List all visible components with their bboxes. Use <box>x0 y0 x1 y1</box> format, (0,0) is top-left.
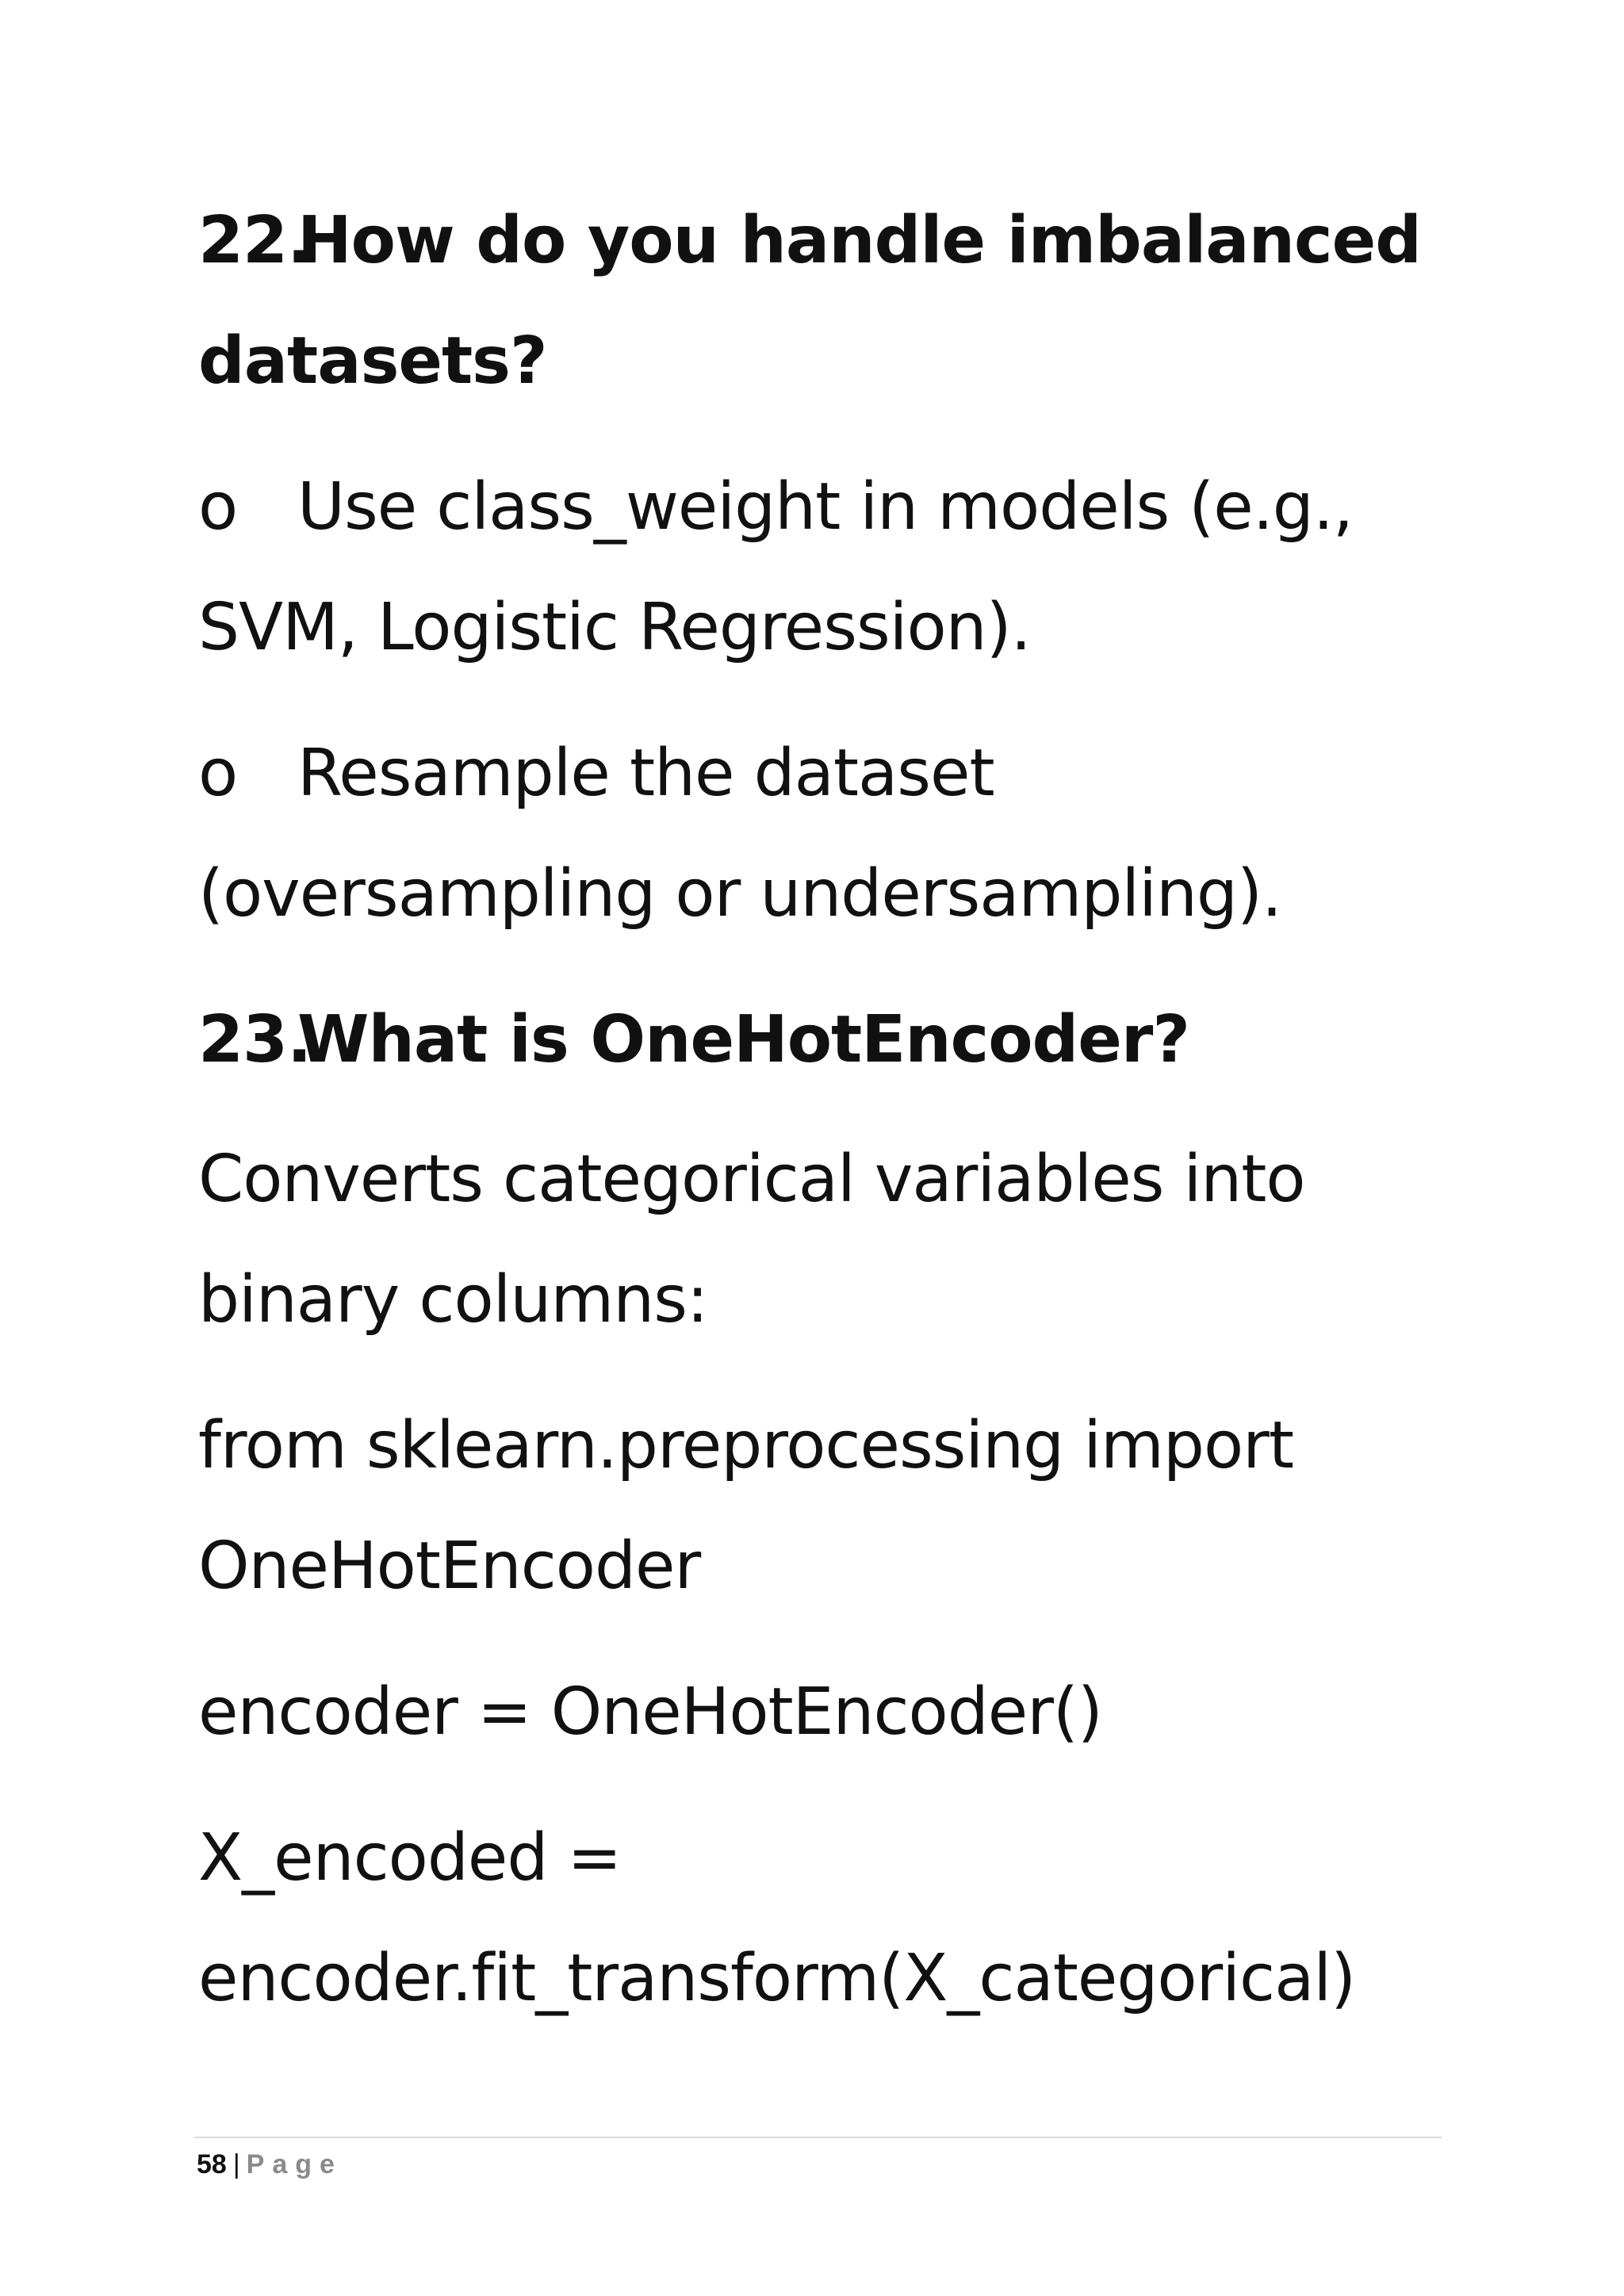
code-line-1 <box>198 1406 1293 1486</box>
question-22-title-line1: How do you handle imbalanced <box>297 203 1421 278</box>
question-22-heading-cont <box>198 322 547 401</box>
bullet-2-line2: (oversampling or undersampling). <box>198 856 1282 932</box>
question-23-description <box>198 1140 1305 1219</box>
question-23-description-cont <box>198 1261 708 1340</box>
bullet-1-marker: o <box>198 469 238 545</box>
code-line-4 <box>198 1819 621 1898</box>
question-22-title-line2: datasets? <box>198 323 547 399</box>
question-23-title: What is OneHotEncoder? <box>297 1002 1189 1077</box>
code-line-2-text: OneHotEncoder <box>198 1529 701 1604</box>
question-22-heading <box>198 201 1421 281</box>
question-23-number: 23. <box>198 1002 312 1077</box>
bullet-1-line1: Use class_weight in models (e.g., <box>297 469 1353 545</box>
code-line-2 <box>198 1527 700 1606</box>
bullet-2-marker: o <box>198 736 238 811</box>
code-line-4-text: X_encoded = <box>198 1820 622 1896</box>
bullet-2-line1: Resample the dataset <box>297 736 994 811</box>
footer-divider <box>194 2137 1442 2138</box>
code-line-3-text: encoder = OneHotEncoder() <box>198 1674 1102 1750</box>
bullet-2 <box>198 734 994 813</box>
bullet-1-cont <box>198 588 1031 668</box>
page-footer <box>197 2145 343 2184</box>
question-23-heading <box>198 1001 1189 1080</box>
description-line2: binary columns: <box>198 1262 708 1337</box>
bullet-1-line2: SVM, Logistic Regression). <box>198 590 1031 665</box>
bullet-1 <box>198 468 1353 547</box>
code-line-5 <box>198 1939 1355 2019</box>
page-number: 58 <box>197 2149 227 2179</box>
description-line1: Converts categorical variables into <box>198 1142 1305 1217</box>
footer-separator: | <box>232 2149 240 2179</box>
question-22-number: 22. <box>198 203 312 278</box>
code-line-5-text: encoder.fit_transform(X_categorical) <box>198 1941 1356 2016</box>
code-line-1-text: from sklearn.preprocessing import <box>198 1408 1294 1483</box>
page-label: Page <box>246 2149 343 2179</box>
bullet-2-cont <box>198 855 1281 934</box>
code-line-3 <box>198 1673 1102 1752</box>
